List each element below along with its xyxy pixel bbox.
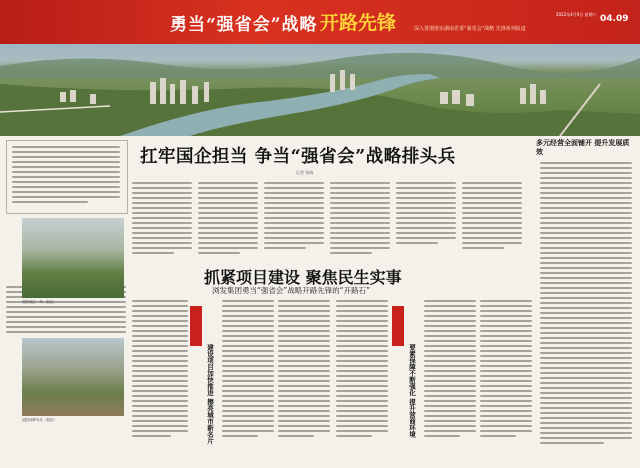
section-title-right: 要素保障不断强化 提升营商环境 xyxy=(408,344,416,438)
lead-col-4 xyxy=(330,182,390,257)
second-col-2 xyxy=(222,300,274,440)
caption-a: 浏阳城区一角（航拍） xyxy=(22,300,57,304)
page-number: 04.09 xyxy=(600,14,629,24)
lead-headline: 扛牢国企担当 争当“强省会”战略排头兵 xyxy=(140,147,456,167)
masthead-band xyxy=(0,0,640,44)
right-col-text xyxy=(540,162,632,447)
lead-col-6 xyxy=(462,182,522,252)
city-panorama-photo xyxy=(0,44,640,136)
lead-byline: 记者 张晓 xyxy=(296,170,314,175)
second-col-1 xyxy=(132,300,188,440)
lead-col-2 xyxy=(198,182,258,257)
photo-city-aerial xyxy=(22,218,124,298)
masthead-subtitle: 深入贯彻落实湖南省委“强省会”战略 先锋系列报道 xyxy=(414,26,526,32)
photo-river-aerial xyxy=(22,338,124,416)
right-column-headline: 多元经营全面铺开 提升发展质效 xyxy=(536,139,630,156)
second-subhead: 浏发集团勇当“强省会”战略开路先锋的“开路石” xyxy=(212,286,371,295)
second-col-5 xyxy=(424,300,476,440)
masthead-slogan: 开路先锋 xyxy=(320,12,397,34)
section-marker-right xyxy=(392,306,404,346)
second-col-6 xyxy=(480,300,532,440)
caption-b: 浏阳河畔风光（航拍） xyxy=(22,418,57,422)
lead-col-1 xyxy=(132,182,192,257)
lead-col-5 xyxy=(396,182,456,247)
second-col-3 xyxy=(278,300,330,440)
masthead-date: 2022年4月9日 星期六 xyxy=(556,12,597,17)
lead-col-3 xyxy=(264,182,324,252)
second-headline: 抓紧项目建设 聚焦民生实事 xyxy=(204,268,402,287)
intro-text xyxy=(6,146,126,206)
second-col-4 xyxy=(336,300,388,440)
section-title-left: 建设项目加快推进 擦亮城市新名片 xyxy=(206,344,214,444)
masthead-title: 勇当“强省会”战略 xyxy=(170,15,318,35)
section-marker-left xyxy=(190,306,202,346)
